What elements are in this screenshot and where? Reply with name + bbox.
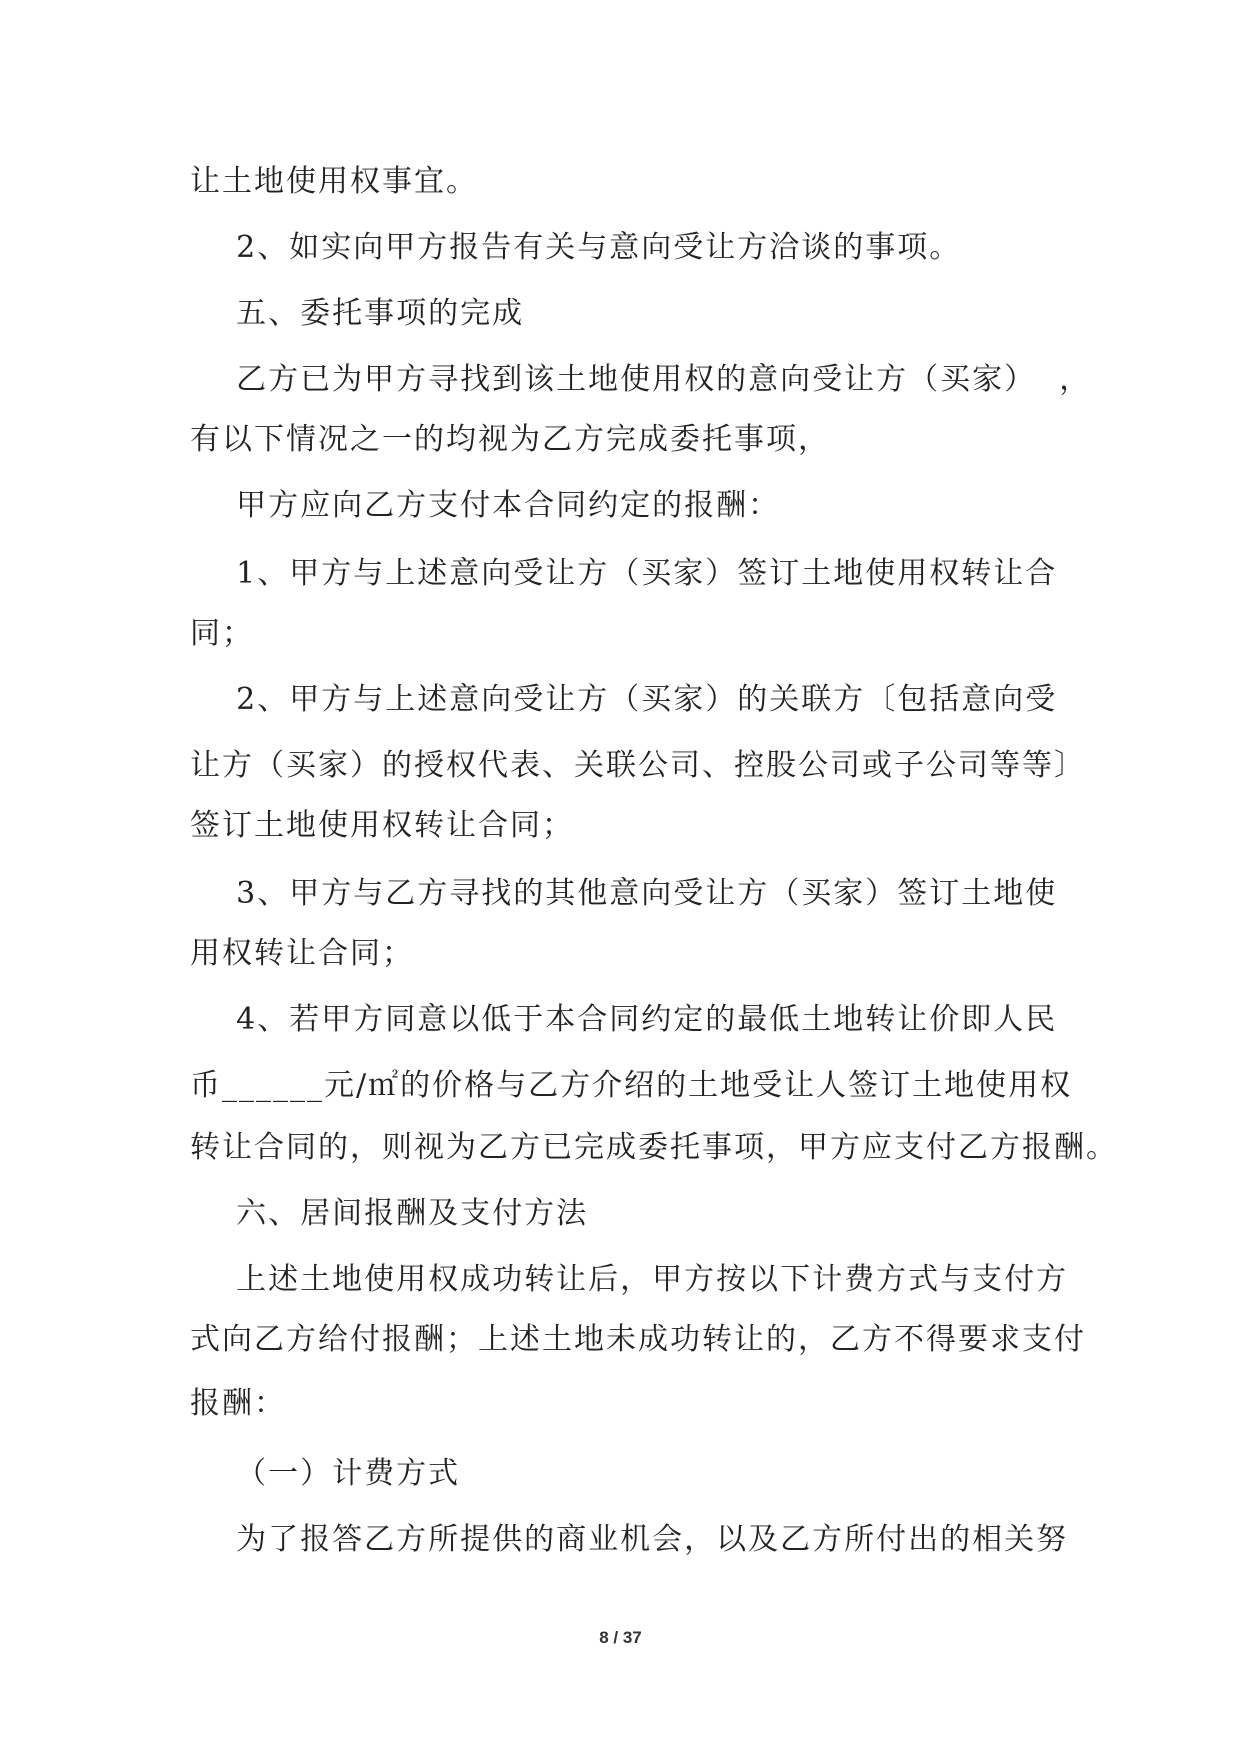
text-line: 2、如实向甲方报告有关与意向受让方洽谈的事项。 [190,230,962,265]
text-line: 甲方应向乙方支付本合同约定的报酬： [190,488,781,523]
section-heading: 五、委托事项的完成 [190,296,525,331]
text-line: 4、若甲方同意以低于本合同约定的最低土地转让价即人民 [190,1002,1058,1037]
text-line: 币______元/㎡的价格与乙方介绍的土地受让人签订土地使用权 [190,1068,1073,1103]
subsection-heading: （一）计费方式 [190,1456,461,1491]
text-line: 1、甲方与上述意向受让方（买家）签订土地使用权转让合 [190,556,1058,591]
text-line: 同； [190,616,254,651]
text-line: 上述土地使用权成功转让后，甲方按以下计费方式与支付方 [190,1262,1069,1297]
section-heading: 六、居间报酬及支付方法 [190,1196,589,1231]
text-line: 式向乙方给付报酬；上述土地未成功转让的，乙方不得要求支付 [190,1322,1086,1357]
text-line: 2、甲方与上述意向受让方（买家）的关联方〔包括意向受 [190,682,1058,717]
text-line: 报酬： [190,1386,286,1421]
text-line: 乙方已为甲方寻找到该土地使用权的意向受让方（买家） ， [190,362,1092,397]
text-line: 为了报答乙方所提供的商业机会，以及乙方所付出的相关努 [190,1522,1069,1557]
page-number: 8 / 37 [599,1628,642,1647]
text-line: 用权转让合同； [190,936,414,971]
text-line: 签订土地使用权转让合同； [190,808,574,843]
text-line: 3、甲方与乙方寻找的其他意向受让方（买家）签订土地使 [190,876,1058,911]
text-line: 让方（买家）的授权代表、关联公司、控股公司或子公司等等〕 [190,748,1086,783]
text-line: 有以下情况之一的均视为乙方完成委托事项， [190,422,830,457]
text-line: 转让合同的，则视为乙方已完成委托事项，甲方应支付乙方报酬。 [190,1130,1118,1165]
text-line: 让土地使用权事宜。 [190,164,478,199]
